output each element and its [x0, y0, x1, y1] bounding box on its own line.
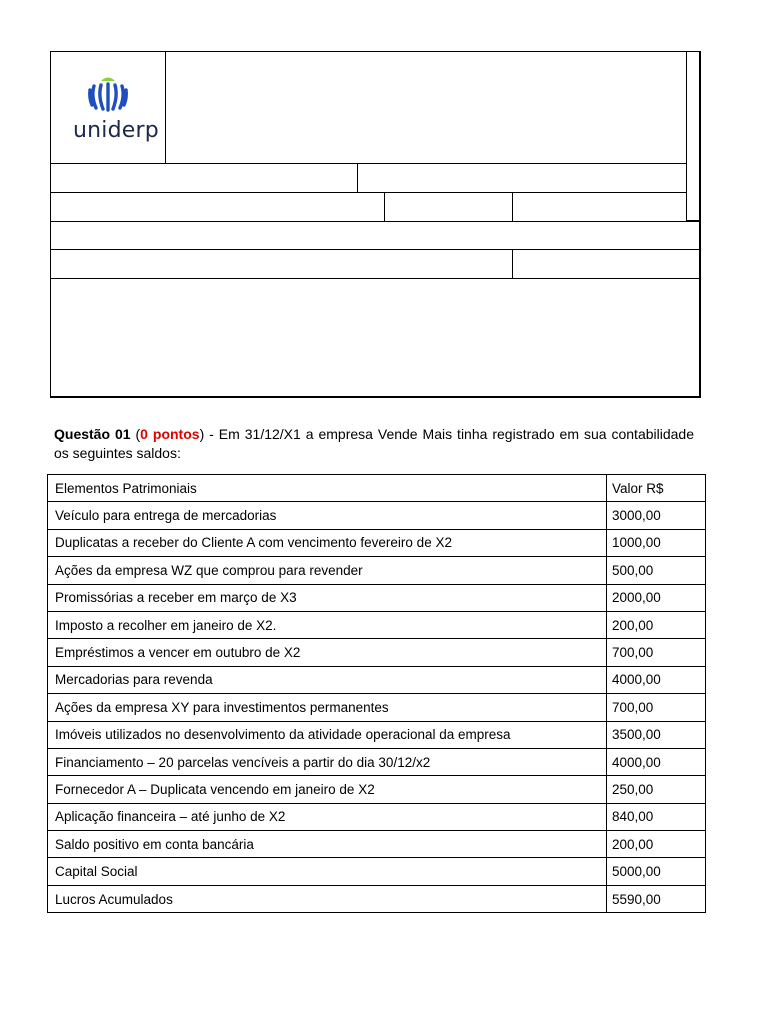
value-cell: 5590,00 [607, 885, 706, 912]
value-cell: 200,00 [607, 831, 706, 858]
table-row [48, 639, 706, 666]
element-name-cell: Imposto a recolher em janeiro de X2. [48, 611, 607, 638]
value-cell: 5000,00 [607, 858, 706, 885]
value-cell: 4000,00 [607, 748, 706, 775]
element-name-cell: Empréstimos a vencer em outubro de X2 [48, 639, 607, 666]
form-field [357, 163, 687, 193]
column-header: Elementos Patrimoniais [48, 475, 607, 502]
table-row [48, 557, 706, 584]
table-row [48, 694, 706, 721]
form-field [50, 163, 358, 193]
element-name-cell: Imóveis utilizados no desenvolvimento da atividade operacional da empresa [48, 721, 607, 748]
header-form [50, 51, 700, 397]
table-row [48, 885, 706, 912]
element-name-cell: Ações da empresa XY para investimentos permanentes [48, 694, 607, 721]
question-text: - Em 31/12/X1 a empresa Vende Mais tinha registrado em sua contabilidade os seguintes saldos: [54, 426, 694, 461]
table-row [48, 776, 706, 803]
value-cell: 250,00 [607, 776, 706, 803]
element-name-cell: Veículo para entrega de mercadorias [48, 502, 607, 529]
table-row [48, 721, 706, 748]
element-name-cell: Financiamento – 20 parcelas vencíveis a partir do dia 30/12/x2 [48, 748, 607, 775]
element-name-cell: Saldo positivo em conta bancária [48, 831, 607, 858]
form-field [50, 221, 701, 250]
table-row [48, 803, 706, 830]
table-row [48, 529, 706, 556]
form-field [384, 192, 513, 222]
table-row [48, 584, 706, 611]
element-name-cell: Duplicatas a receber do Cliente A com vencimento fevereiro de X2 [48, 529, 607, 556]
value-cell: 2000,00 [607, 584, 706, 611]
uniderp-logo-icon [51, 52, 166, 122]
value-cell: 840,00 [607, 803, 706, 830]
form-field [50, 249, 513, 279]
table-header-row [48, 475, 706, 502]
element-name-cell: Aplicação financeira – até junho de X2 [48, 803, 607, 830]
element-name-cell: Mercadorias para revenda [48, 666, 607, 693]
form-field [50, 192, 385, 222]
element-name-cell: Fornecedor A – Duplicata vencendo em janeiro de X2 [48, 776, 607, 803]
form-field [686, 51, 701, 221]
logo [51, 52, 166, 164]
table-row [48, 611, 706, 638]
table-row [48, 502, 706, 529]
form-field [512, 192, 687, 222]
value-cell: 700,00 [607, 694, 706, 721]
value-cell: 3000,00 [607, 502, 706, 529]
table-row [48, 666, 706, 693]
value-cell: 3500,00 [607, 721, 706, 748]
balances-table [47, 474, 706, 913]
element-name-cell: Promissórias a receber em março de X3 [48, 584, 607, 611]
element-name-cell: Lucros Acumulados [48, 885, 607, 912]
question-statement: Questão 01 (0 pontos) - Em 31/12/X1 a empresa Vende Mais tinha registrado em sua contabilidade os seguintes saldos: [54, 426, 694, 461]
logo-text: uniderp [73, 118, 159, 143]
element-name-cell: Capital Social [48, 858, 607, 885]
element-name-cell: Ações da empresa WZ que comprou para revender [48, 557, 607, 584]
value-cell: 500,00 [607, 557, 706, 584]
column-header: Valor R$ [607, 475, 706, 502]
form-field [165, 51, 687, 164]
table-row [48, 748, 706, 775]
value-cell: 1000,00 [607, 529, 706, 556]
form-field [512, 249, 701, 279]
form-field [50, 278, 701, 398]
table-row [48, 831, 706, 858]
question-points: 0 pontos [140, 426, 200, 442]
value-cell: 700,00 [607, 639, 706, 666]
value-cell: 200,00 [607, 611, 706, 638]
question-label: Questão 01 [54, 426, 131, 442]
value-cell: 4000,00 [607, 666, 706, 693]
table-row [48, 858, 706, 885]
